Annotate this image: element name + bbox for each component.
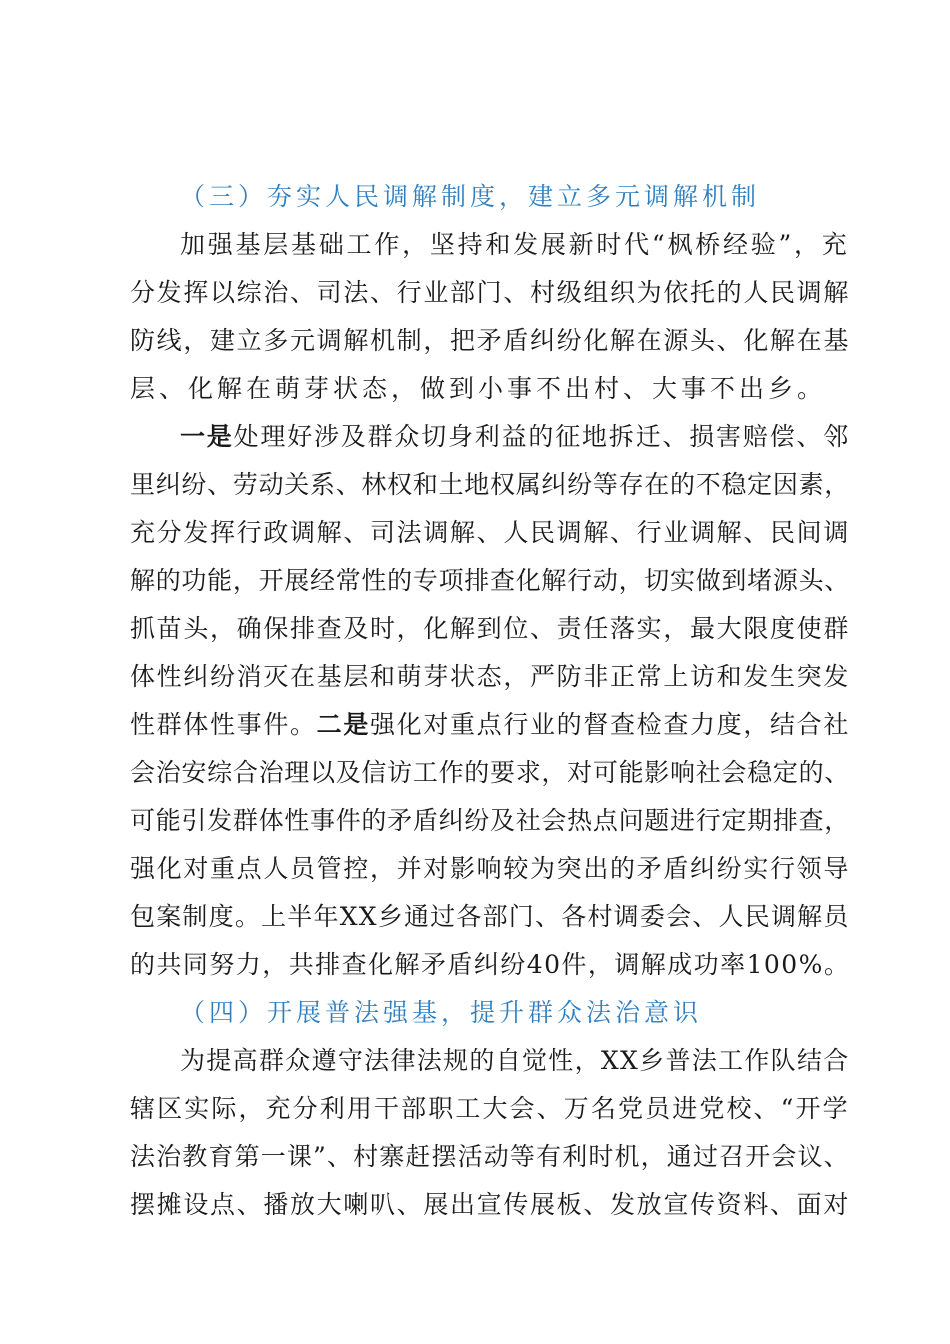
- paragraph-line: 里纠纷、劳动关系、林权和土地权属纠纷等存在的不稳定因素，: [130, 470, 851, 499]
- paragraph-text: 性群体性事件。: [130, 710, 317, 739]
- section-3-heading: （三）夯实人民调解制度，建立多元调解机制: [180, 182, 761, 211]
- paragraph-line: 辖区实际，充分利用干部职工大会、万名党员进党校、“开学: [130, 1094, 850, 1123]
- point-one-lead: 一是: [180, 422, 234, 451]
- paragraph-line: 法治教育第一课”、村寨赶摆活动等有利时机，通过召开会议、: [130, 1142, 850, 1171]
- paragraph-line: 加强基层基础工作，坚持和发展新时代“枫桥经验”，充: [180, 230, 850, 259]
- section-4-heading: （四）开展普法强基，提升群众法治意识: [180, 998, 703, 1027]
- paragraph-line: 可能引发群体性事件的矛盾纠纷及社会热点问题进行定期排查，: [130, 806, 851, 835]
- paragraph-line: 层、化解在萌芽状态，做到小事不出村、大事不出乡。: [130, 374, 827, 403]
- paragraph-line: 包案制度。上半年XX乡通过各部门、各村调委会、人民调解员: [130, 902, 850, 931]
- paragraph-line: 强化对重点人员管控，并对影响较为突出的矛盾纠纷实行领导: [130, 854, 851, 883]
- paragraph-text: 处理好涉及群众切身利益的征地拆迁、损害赔偿、邻: [233, 422, 851, 451]
- paragraph-line: 分发挥以综治、司法、行业部门、村级组织为依托的人民调解: [130, 278, 851, 307]
- paragraph-text: 强化对重点行业的督查检查力度，结合社: [370, 710, 851, 739]
- paragraph-line: 的共同努力，共排查化解矛盾纠纷40件，调解成功率100%。: [130, 950, 851, 979]
- paragraph-line: 抓苗头，确保排查及时，化解到位、责任落实，最大限度使群: [130, 614, 851, 643]
- paragraph-line: 摆摊设点、播放大喇叭、展出宣传展板、发放宣传资料、面对: [130, 1190, 851, 1219]
- paragraph-line: [180, 422, 850, 452]
- paragraph-line: 体性纠纷消灭在基层和萌芽状态，严防非正常上访和发生突发: [130, 662, 851, 691]
- paragraph-line: 防线，建立多元调解机制，把矛盾纠纷化解在源头、化解在基: [130, 326, 851, 355]
- paragraph-line: 充分发挥行政调解、司法调解、人民调解、行业调解、民间调: [130, 518, 851, 547]
- point-two-lead: 二是: [316, 710, 371, 739]
- paragraph-line: 为提高群众遵守法律法规的自觉性，XX乡普法工作队结合: [180, 1046, 850, 1075]
- paragraph-line: 会治安综合治理以及信访工作的要求，对可能影响社会稳定的、: [130, 758, 851, 787]
- paragraph-line: [130, 710, 850, 740]
- paragraph-line: 解的功能，开展经常性的专项排查化解行动，切实做到堵源头、: [130, 566, 851, 595]
